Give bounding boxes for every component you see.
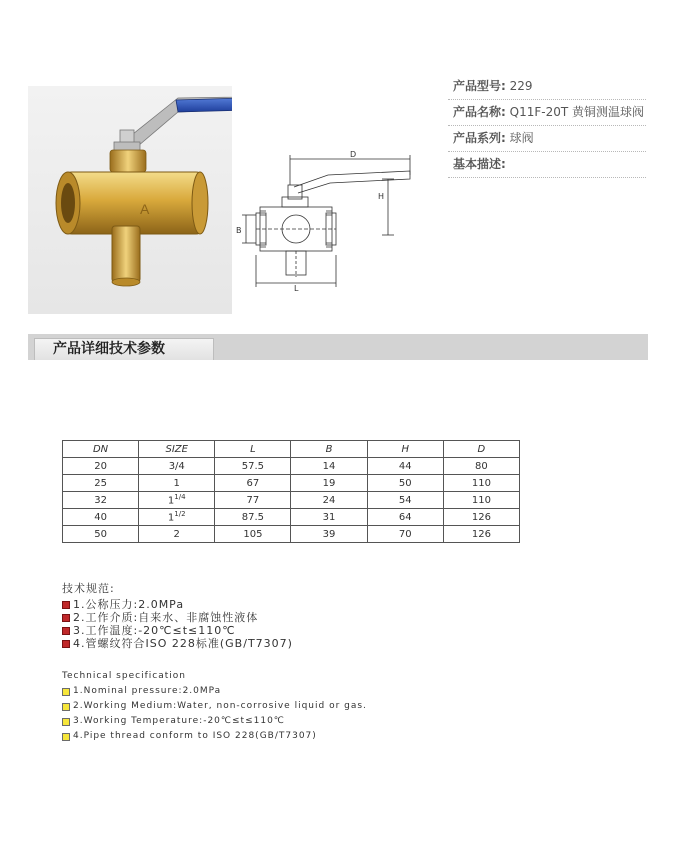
cell-size <box>139 458 215 475</box>
cn-spec-text: 4.管螺纹符合ISO 228标准(GB/T7307) <box>73 637 293 650</box>
cell-size-main: 3/4 <box>168 460 185 472</box>
cell-l: 87.5 <box>215 509 291 526</box>
valve-illustration <box>28 86 232 314</box>
table-row <box>63 458 520 475</box>
en-spec-text: 2.Working Medium:Water, non-corrosive liquid or gas. <box>73 701 367 711</box>
cell-h: 70 <box>367 526 443 543</box>
info-series-label: 产品系列: <box>453 131 506 145</box>
section-title-tab: 产品详细技术参数 <box>34 338 214 360</box>
cell-h: 44 <box>367 458 443 475</box>
product-info <box>448 74 646 178</box>
info-name-value: Q11F-20T 黄铜测温球阀 <box>509 105 645 119</box>
cell-d: 126 <box>443 526 519 543</box>
cell-size-main: 1 <box>167 495 175 507</box>
cell-d: 110 <box>443 475 519 492</box>
cell-l: 67 <box>215 475 291 492</box>
en-spec-text: 3.Working Temperature:-20℃≤t≤110℃ <box>73 716 285 726</box>
cell-size-fraction: 1/2 <box>174 510 186 519</box>
cell-dn: 20 <box>63 458 139 475</box>
cn-spec-text: 2.工作介质:自来水、非腐蚀性液体 <box>73 611 259 624</box>
en-spec-text: 4.Pipe thread conform to ISO 228(GB/T7307) <box>73 731 317 741</box>
header-d: D <box>443 441 519 458</box>
cell-size <box>139 475 215 492</box>
info-model-value: 229 <box>509 79 533 93</box>
list-item <box>62 611 293 624</box>
cell-d: 126 <box>443 509 519 526</box>
label-d: D <box>350 150 357 159</box>
yellow-square-icon <box>62 718 70 726</box>
cell-b: 31 <box>291 509 367 526</box>
cell-h: 50 <box>367 475 443 492</box>
cell-b: 39 <box>291 526 367 543</box>
info-model-label: 产品型号: <box>453 79 506 93</box>
list-item <box>62 729 367 744</box>
en-spec-list <box>62 671 367 744</box>
svg-text:A: A <box>140 201 150 217</box>
cn-spec-list <box>62 580 293 650</box>
header-dn: DN <box>63 441 139 458</box>
table-header-row <box>63 441 520 458</box>
cell-l: 77 <box>215 492 291 509</box>
cell-dn: 25 <box>63 475 139 492</box>
cell-l: 105 <box>215 526 291 543</box>
cell-dn: 50 <box>63 526 139 543</box>
product-photo <box>28 86 232 314</box>
header-b: B <box>291 441 367 458</box>
cell-dn: 40 <box>63 509 139 526</box>
info-name <box>448 100 646 126</box>
yellow-square-icon <box>62 703 70 711</box>
info-model <box>448 74 646 100</box>
info-series <box>448 126 646 152</box>
list-item <box>62 699 367 714</box>
cell-size-main: 1 <box>173 477 180 489</box>
cell-size-fraction: 1/4 <box>174 493 186 502</box>
header-size: SIZE <box>139 441 215 458</box>
red-square-icon <box>62 627 70 635</box>
cell-d: 80 <box>443 458 519 475</box>
cell-d: 110 <box>443 492 519 509</box>
cell-size-main: 2 <box>173 528 180 540</box>
cell-l: 57.5 <box>215 458 291 475</box>
red-square-icon <box>62 601 70 609</box>
cell-h: 64 <box>367 509 443 526</box>
table-row <box>63 475 520 492</box>
en-spec-text: 1.Nominal pressure:2.0MPa <box>73 686 222 696</box>
yellow-square-icon <box>62 733 70 741</box>
cell-b: 14 <box>291 458 367 475</box>
dimension-drawing <box>232 145 422 295</box>
list-item <box>62 624 293 637</box>
info-description-label: 基本描述: <box>453 157 506 171</box>
table-row <box>63 509 520 526</box>
table-row <box>63 526 520 543</box>
info-description <box>448 152 646 178</box>
label-b: B <box>236 226 242 235</box>
red-square-icon <box>62 640 70 648</box>
cell-size-main: 1 <box>167 512 175 524</box>
technical-drawing <box>232 145 422 295</box>
label-h: H <box>378 192 385 201</box>
cn-spec-text: 3.工作温度:-20℃≤t≤110℃ <box>73 624 236 637</box>
header-h: H <box>367 441 443 458</box>
info-series-value: 球阀 <box>509 131 534 145</box>
cn-spec-title: 技术规范: <box>62 582 115 595</box>
cell-b: 24 <box>291 492 367 509</box>
list-item <box>62 637 293 650</box>
cell-size <box>139 526 215 543</box>
red-square-icon <box>62 614 70 622</box>
list-item <box>62 684 367 699</box>
yellow-square-icon <box>62 688 70 696</box>
en-spec-title: Technical specification <box>62 671 186 681</box>
cell-size <box>139 492 215 509</box>
label-l: L <box>294 284 299 293</box>
list-item <box>62 598 293 611</box>
section-header-bar <box>28 334 648 360</box>
info-name-label: 产品名称: <box>453 105 506 119</box>
list-item <box>62 714 367 729</box>
cn-spec-text: 1.公称压力:2.0MPa <box>73 598 185 611</box>
dimension-table <box>62 440 520 543</box>
cell-dn: 32 <box>63 492 139 509</box>
table-row <box>63 492 520 509</box>
cell-b: 19 <box>291 475 367 492</box>
cell-size <box>139 509 215 526</box>
header-l: L <box>215 441 291 458</box>
cell-h: 54 <box>367 492 443 509</box>
